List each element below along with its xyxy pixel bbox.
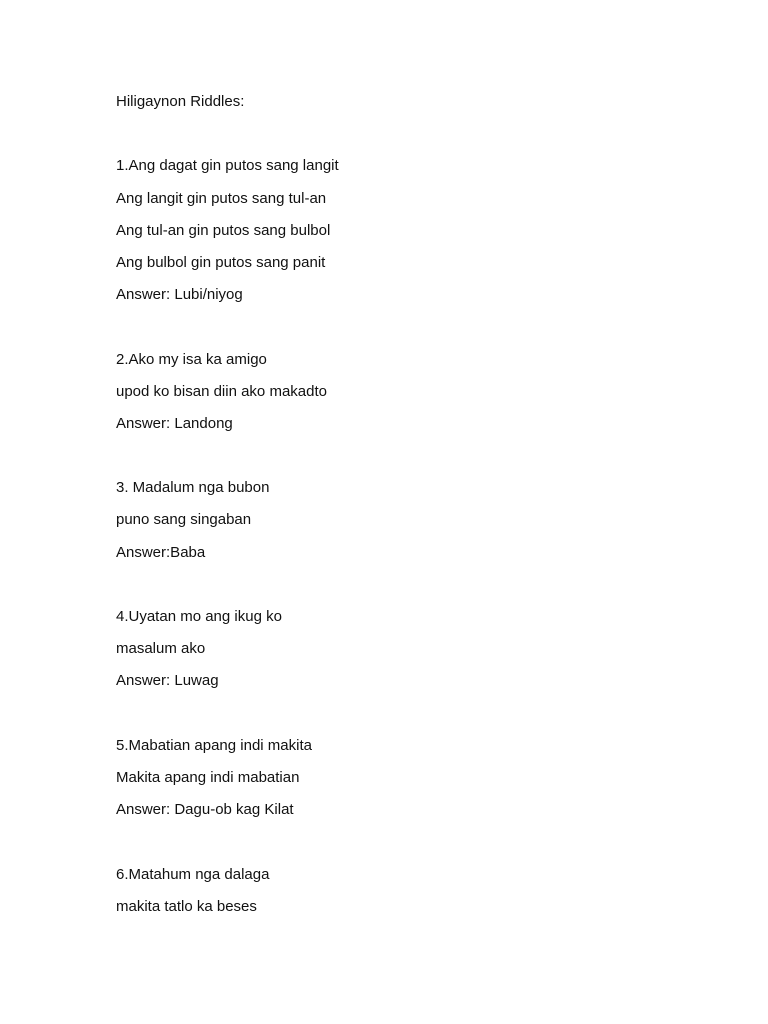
riddle-answer: Answer: Dagu-ob kag Kilat	[116, 801, 294, 819]
spacer	[116, 311, 716, 343]
spacer	[116, 569, 716, 601]
riddle-5	[116, 730, 716, 827]
spacer	[116, 698, 716, 730]
spacer	[116, 826, 716, 858]
riddle-line: 4.Uyatan mo ang ikug ko	[116, 608, 282, 625]
riddle-answer: Answer: Landong	[116, 414, 233, 432]
riddle-line: Ang tul-an gin putos sang bulbol	[116, 221, 331, 239]
riddle-line: Ang bulbol gin putos sang panit	[116, 253, 326, 271]
riddle-line: upod ko bisan diin ako makadto	[116, 382, 327, 400]
riddle-answer: Answer: Lubi/niyog	[116, 286, 243, 304]
riddle-line: Ang langit gin putos sang tul-an	[116, 189, 327, 207]
spacer	[116, 440, 716, 472]
spacer	[116, 118, 716, 150]
riddle-4	[116, 601, 716, 698]
riddle-line: makita tatlo ka beses	[116, 897, 257, 915]
riddle-line: 1.Ang dagat gin putos sang langit	[116, 157, 339, 175]
riddle-6	[116, 859, 716, 923]
riddle-line: 6.Matahum nga dalaga	[116, 865, 270, 883]
riddle-1	[116, 150, 716, 311]
riddle-line: 3. Madalum nga bubon	[116, 479, 270, 497]
riddle-line: masalum ako	[116, 640, 206, 658]
document-content	[116, 86, 716, 923]
riddle-3	[116, 472, 716, 569]
riddle-2	[116, 344, 716, 441]
riddle-line: 5.Mabatian apang indi makita	[116, 736, 312, 754]
riddle-answer: Answer: Luwag	[116, 672, 219, 690]
document-title: Hiligaynon Riddles:	[116, 93, 245, 110]
riddle-line: puno sang singaban	[116, 511, 252, 529]
riddle-line: 2.Ako my isa ka amigo	[116, 350, 267, 368]
riddle-answer: Answer:Baba	[116, 543, 206, 561]
riddle-line: Makita apang indi mabatian	[116, 768, 300, 786]
